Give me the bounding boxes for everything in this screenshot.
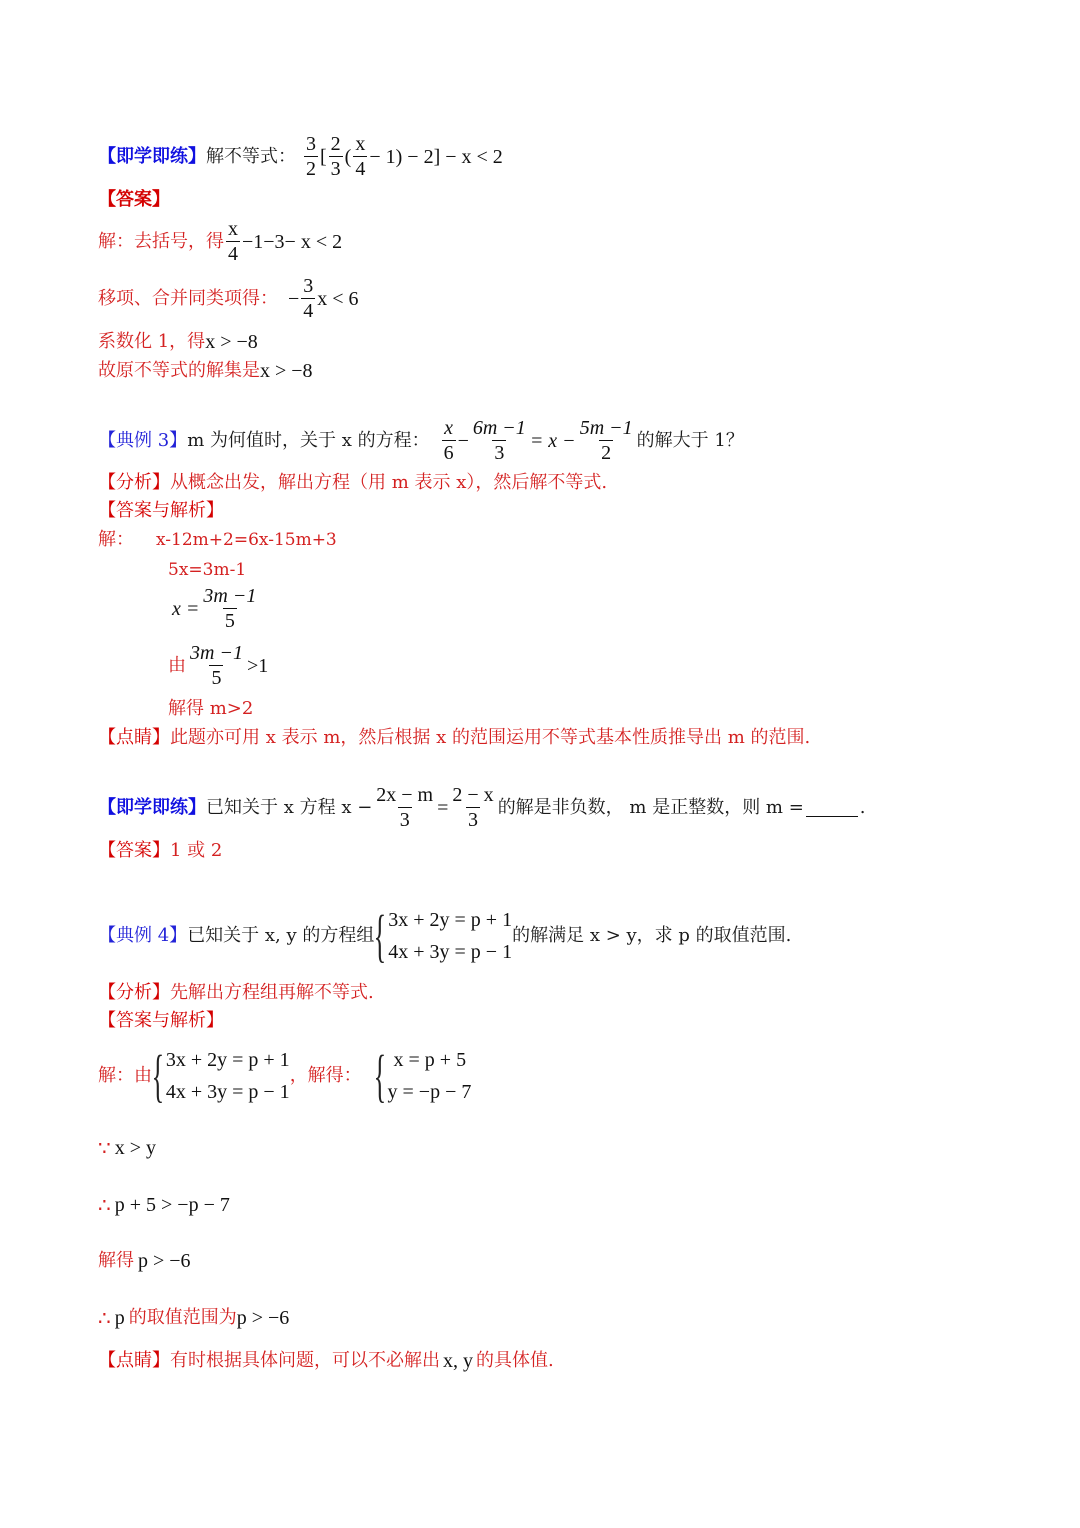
fraction: $\frac{3}{4}$	[303, 275, 314, 322]
fraction: $\frac{3m -1}{5}$	[190, 642, 243, 689]
answer-blank	[806, 798, 858, 817]
example3-step-5: 解得 m>2	[168, 698, 254, 719]
practice-tag: 【即学即练】	[98, 145, 206, 167]
brace-icon: {	[151, 1043, 165, 1108]
equation-system: { 3x + 2y = p + 1 4x + 3y = p − 1	[374, 903, 513, 968]
solution-step-2: 移项、合并同类项得： − $\frac{3}{4}$ x < 6	[98, 275, 359, 322]
brace-icon: {	[374, 903, 387, 968]
solution-step-3: 系数化 1，得 x > −8	[98, 331, 258, 353]
example3-step-2: 5x=3m-1	[168, 560, 247, 580]
analysis-line: 【分析】 先解出方程组再解不等式.	[98, 982, 374, 1003]
example3-question: 【典例 3】 m 为何值时，关于 x 的方程： $\frac{x}{6}$ − $\frac{6m -1}{3}$ = x − $\frac{5m -1}{2}$ 的解大于 1？	[98, 417, 744, 464]
fraction: $\frac{5m -1}{2}$	[579, 417, 633, 464]
example4-question: 【典例 4】 已知关于 x, y 的方程组 { 3x + 2y = p + 1 4x + 3y = p − 1 的解满足 x > y，求 p 的取值范围.	[98, 903, 792, 968]
brace-icon: {	[373, 1043, 386, 1108]
fraction: $\frac{x}{4}$	[228, 218, 238, 265]
example3-step-3: x = $\frac{3m -1}{5}$	[172, 585, 257, 632]
note-line: 【点睛】 有时根据具体问题，可以不必解出 x, y 的具体值.	[98, 1350, 554, 1372]
therefore-line: ∴ p + 5 > −p − 7	[98, 1193, 230, 1217]
fraction: $\frac{x}{6}$	[443, 417, 454, 464]
fraction: $\frac{3}{2}$	[306, 133, 316, 180]
example-tag: 【典例 3】	[98, 429, 188, 451]
solution-heading: 【答案与解析】	[98, 500, 224, 521]
example4-solution-system: 解：由 { 3x + 2y = p + 1 4x + 3y = p − 1 ，解得： { x = p + 5 y = −p − 7	[98, 1043, 472, 1108]
answer-label: 【答案】	[98, 189, 170, 210]
fraction: $\frac{2 - x}{3}$	[452, 784, 494, 831]
fraction: $\frac{2}{3}$	[330, 133, 341, 180]
answer-line: 【答案】 1 或 2	[98, 840, 223, 861]
conclusion-line: ∴ p 的取值范围为 p > −6	[98, 1306, 290, 1330]
expression-tail: − 1) − 2] − x < 2	[369, 145, 503, 168]
practice-tag: 【即学即练】	[98, 796, 206, 818]
solution-heading: 【答案与解析】	[98, 1010, 224, 1031]
solved-line: 解得 p > −6	[98, 1250, 191, 1272]
solution-system: { x = p + 5 y = −p − 7	[373, 1043, 472, 1108]
practice2-question: 【即学即练】 已知关于 x 方程 x − $\frac{2x - m}{3}$ = $\frac{2 - x}{3}$ 的解是非负数， m 是正整数，则 m = .	[98, 784, 866, 831]
because-line: ∵ x > y	[98, 1136, 157, 1160]
fraction: $\frac{3m -1}{5}$	[203, 585, 257, 632]
solution-step-4: 故原不等式的解集是 x > −8	[98, 360, 313, 382]
example3-step-4: 由 $\frac{3m -1}{5}$ >1	[168, 642, 269, 689]
solution-step-1: 解：去括号，得 $\frac{x}{4}$ −1−3− x < 2	[98, 218, 343, 265]
fraction: $\frac{6m -1}{3}$	[472, 417, 526, 464]
example-tag: 【典例 4】	[98, 925, 188, 946]
equation-system: { 3x + 2y = p + 1 4x + 3y = p − 1	[151, 1043, 290, 1108]
fraction: $\frac{2x - m}{3}$	[376, 784, 434, 831]
note-line: 【点睛】 此题亦可用 x 表示 m，然后根据 x 的范围运用不等式基本性质推导出 m 的范围.	[98, 727, 811, 748]
example3-step-1: 解： x-12m+2=6x-15m+3	[98, 529, 337, 550]
fraction: $\frac{x}{4}$	[355, 133, 366, 180]
analysis-line: 【分析】 从概念出发，解出方程（用 m 表示 x），然后解不等式.	[98, 472, 608, 493]
practice1-question: 【即学即练】 解不等式： $\frac{3}{2}$ [ $\frac{2}{3}$ ( $\frac{x}{4}$ − 1) − 2] − x < 2	[98, 133, 503, 180]
question-prompt: 解不等式：	[206, 145, 296, 167]
